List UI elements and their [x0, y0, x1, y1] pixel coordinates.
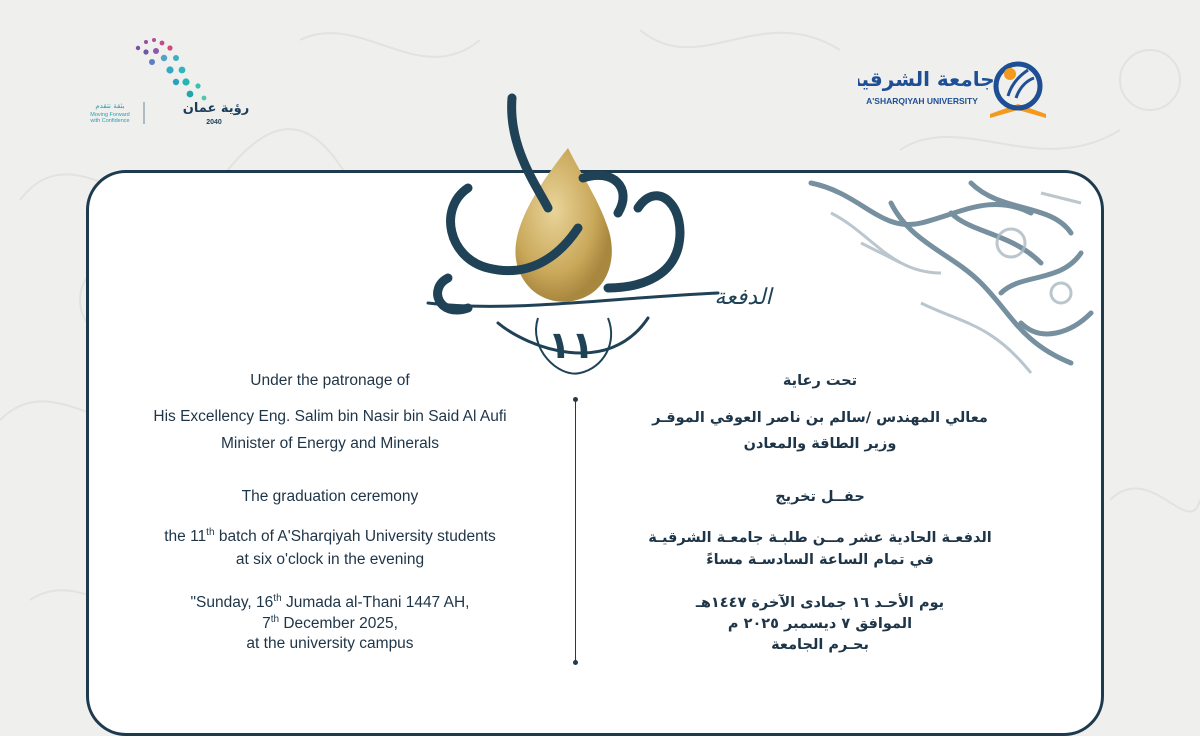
column-divider — [575, 400, 576, 662]
university-name-en: A'SHARQIYAH UNIVERSITY — [866, 96, 978, 106]
ar-venue: بحـرم الجامعة — [771, 637, 869, 653]
ar-event: حفــل تخريج — [775, 489, 865, 505]
ar-patron-title: وزير الطاقة والمعادن — [743, 436, 897, 452]
vision-tagline-ar: بثقة نتقدم — [95, 102, 125, 110]
vision-year: 2040 — [206, 119, 222, 126]
university-name-ar: جامعة الشرقية — [858, 67, 995, 91]
en-event: The graduation ceremony — [241, 488, 419, 505]
ar-patron-name: معالي المهندس /سالم بن ناصر العوفي الموقـر — [652, 410, 988, 426]
en-time: at six o'clock in the evening — [235, 551, 425, 568]
en-patron-name: His Excellency Eng. Salim bin Nasir bin Said Al Aufi — [153, 408, 507, 425]
batch-number: ١١ — [547, 323, 595, 367]
vision-arabic-name: رؤية عمان — [182, 101, 250, 116]
vision-tagline-en-2: with Confidence — [90, 118, 130, 124]
ar-time: في تمام الساعة السادسـة مساءً — [706, 552, 934, 568]
en-patron-title: Minister of Energy and Minerals — [221, 435, 439, 452]
en-batch: the 11th batch of A'Sharqiyah University students — [164, 527, 496, 546]
en-date-hijri: "Sunday, 16th Jumada al-Thani 1447 AH, — [190, 593, 470, 612]
batch-label: الدفعة — [714, 285, 772, 310]
vision-tagline-en-1: Moving Forward — [90, 112, 130, 118]
english-column — [130, 0, 530, 700]
en-venue: at the university campus — [246, 635, 414, 652]
ar-patronage: تحت رعاية — [782, 373, 858, 389]
en-patronage: Under the patronage of — [250, 372, 410, 389]
ar-date-hijri: يوم الأحـد ١٦ جمادى الآخرة ١٤٤٧هـ — [695, 595, 945, 611]
en-date-greg: 7th December 2025, — [262, 614, 398, 633]
ar-date-greg: الموافق ٧ ديسمبر ٢٠٢٥ م — [727, 616, 913, 632]
arabic-column — [590, 0, 1050, 700]
ar-batch: الدفعـة الحادية عشر مــن طلبـة جامعـة الشرقيـة — [648, 530, 992, 546]
